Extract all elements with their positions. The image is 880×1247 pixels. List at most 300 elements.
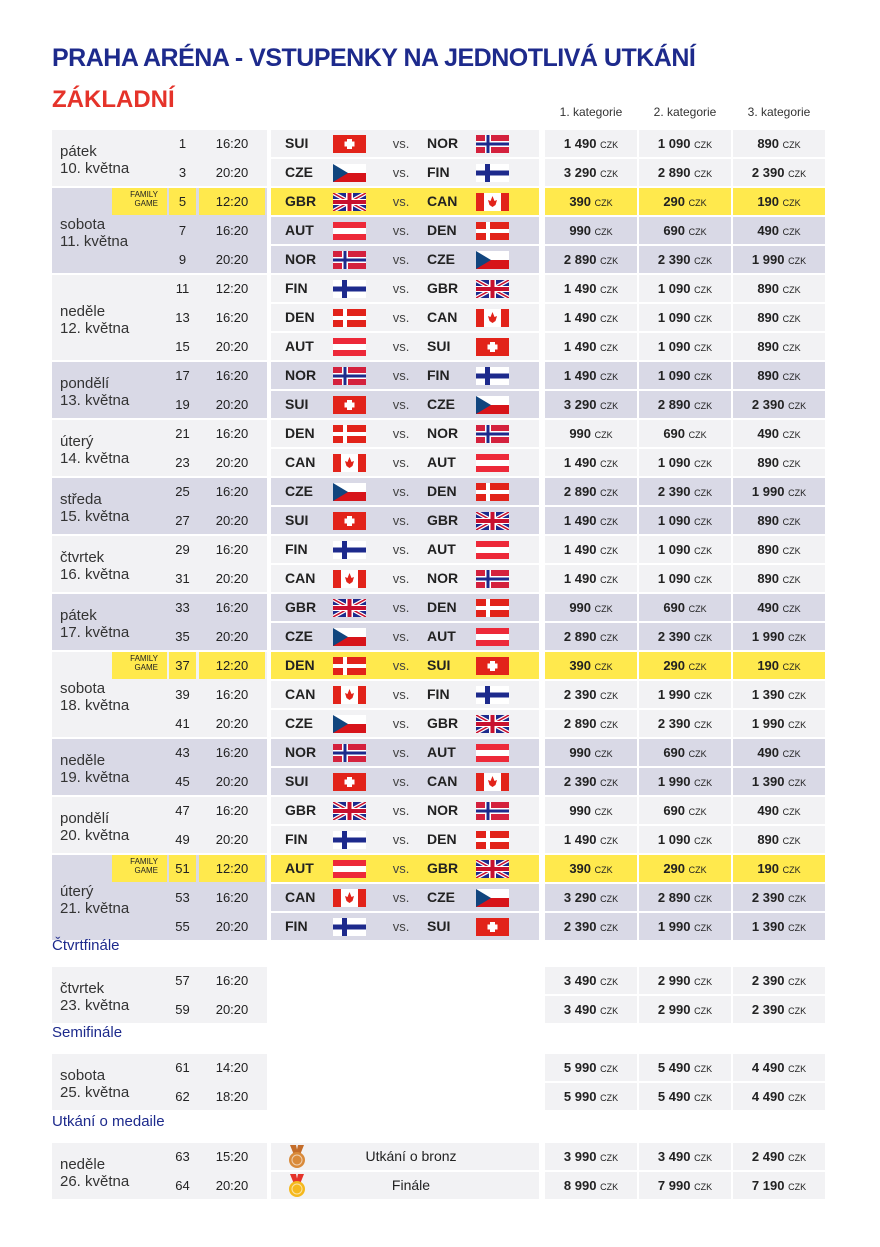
price-cat1 xyxy=(545,739,637,766)
price-cat2 xyxy=(639,391,731,418)
price-cat2 xyxy=(639,710,731,737)
match-number: 43 xyxy=(169,739,196,766)
currency-label: CZK xyxy=(788,720,807,730)
flag-fin-icon xyxy=(476,367,509,385)
flag-gbr-icon xyxy=(333,802,366,820)
vs-label: vs. xyxy=(392,600,410,615)
price-cat3 xyxy=(733,1172,825,1199)
price-value: 1 490 xyxy=(563,281,597,296)
price-value: 890 xyxy=(757,513,780,528)
match-number: 7 xyxy=(169,217,196,244)
away-team: GBR xyxy=(427,280,459,296)
price-cat2 xyxy=(639,565,731,592)
price-value: 2 890 xyxy=(563,484,597,499)
match-time: 16:20 xyxy=(199,536,265,563)
vs-label: vs. xyxy=(392,861,410,876)
price-cat1 xyxy=(545,275,637,302)
price-cat2 xyxy=(639,536,731,563)
currency-label: CZK xyxy=(594,430,613,440)
table-row xyxy=(52,623,827,650)
price-cat1 xyxy=(545,391,637,418)
price-cat1 xyxy=(545,478,637,505)
home-team: CZE xyxy=(285,628,313,644)
price-cat1 xyxy=(545,1143,637,1170)
price-cat2 xyxy=(639,304,731,331)
match-number: 62 xyxy=(169,1083,196,1110)
match-time: 16:20 xyxy=(199,884,265,911)
teams-block xyxy=(271,188,539,215)
price-value: 1 990 xyxy=(751,716,785,731)
currency-label: CZK xyxy=(600,546,619,556)
away-team: CAN xyxy=(427,309,458,325)
price-value: 5 990 xyxy=(563,1060,597,1075)
teams-block xyxy=(271,623,539,650)
price-value: 1 090 xyxy=(657,542,691,557)
price-value: 490 xyxy=(757,745,780,760)
match-number: 29 xyxy=(169,536,196,563)
day-label: neděle 26. května xyxy=(60,1156,130,1190)
table-row xyxy=(52,681,827,708)
table-row xyxy=(52,768,827,795)
price-value: 2 490 xyxy=(751,1149,785,1164)
page-title: PRAHA ARÉNA - VSTUPENKY NA JEDNOTLIVÁ UTKÁNÍ xyxy=(52,44,696,72)
teams-block xyxy=(271,362,539,389)
price-value: 1 490 xyxy=(563,542,597,557)
flag-cze-icon xyxy=(333,483,366,501)
currency-label: CZK xyxy=(694,169,713,179)
table-row xyxy=(52,565,827,592)
price-cat1 xyxy=(545,768,637,795)
teams-block xyxy=(271,768,539,795)
match-number: 27 xyxy=(169,507,196,534)
table-row xyxy=(52,996,827,1023)
teams-block xyxy=(271,681,539,708)
price-value: 990 xyxy=(569,426,592,441)
away-team: NOR xyxy=(427,802,459,818)
currency-label: CZK xyxy=(600,488,619,498)
price-value: 690 xyxy=(663,223,686,238)
match-time: 18:20 xyxy=(199,1083,265,1110)
match-number: 17 xyxy=(169,362,196,389)
match-time: 20:20 xyxy=(199,826,265,853)
currency-label: CZK xyxy=(782,314,801,324)
away-team: NOR xyxy=(427,425,459,441)
price-cat3 xyxy=(733,768,825,795)
vs-label: vs. xyxy=(392,368,410,383)
home-team: FIN xyxy=(285,831,308,847)
match-number: 21 xyxy=(169,420,196,447)
price-cat2 xyxy=(639,1172,731,1199)
table-row xyxy=(52,536,827,563)
currency-label: CZK xyxy=(694,836,713,846)
currency-label: CZK xyxy=(694,894,713,904)
teams-block xyxy=(271,449,539,476)
currency-label: CZK xyxy=(694,633,713,643)
currency-label: CZK xyxy=(694,459,713,469)
away-team: NOR xyxy=(427,135,459,151)
day-label: čtvrtek 16. května xyxy=(60,549,130,583)
match-number: 13 xyxy=(169,304,196,331)
match-time: 16:20 xyxy=(199,739,265,766)
match-number: 59 xyxy=(169,996,196,1023)
table-row xyxy=(52,130,827,157)
match-time: 20:20 xyxy=(199,996,265,1023)
match-number: 61 xyxy=(169,1054,196,1081)
match-number: 31 xyxy=(169,565,196,592)
vs-label: vs. xyxy=(392,774,410,789)
vs-label: vs. xyxy=(392,397,410,412)
price-cat1 xyxy=(545,967,637,994)
vs-label: vs. xyxy=(392,165,410,180)
match-number: 63 xyxy=(169,1143,196,1170)
currency-label: CZK xyxy=(694,343,713,353)
currency-label: CZK xyxy=(788,1006,807,1016)
price-value: 890 xyxy=(757,310,780,325)
currency-label: CZK xyxy=(600,836,619,846)
home-team: CAN xyxy=(285,889,316,905)
flag-can-icon xyxy=(333,889,366,907)
away-team: SUI xyxy=(427,657,451,673)
price-value: 7 990 xyxy=(657,1178,691,1193)
away-team: GBR xyxy=(427,512,459,528)
currency-label: CZK xyxy=(782,604,801,614)
currency-label: CZK xyxy=(694,1153,713,1163)
match-time: 20:20 xyxy=(199,913,265,940)
currency-label: CZK xyxy=(600,1006,619,1016)
away-team: GBR xyxy=(427,860,459,876)
price-value: 5 990 xyxy=(563,1089,597,1104)
away-team: SUI xyxy=(427,338,451,354)
price-value: 1 390 xyxy=(751,687,785,702)
match-time: 20:20 xyxy=(199,623,265,650)
price-cat2 xyxy=(639,507,731,534)
flag-fin-icon xyxy=(476,164,509,182)
away-team: DEN xyxy=(427,483,457,499)
currency-label: CZK xyxy=(594,227,613,237)
price-value: 2 390 xyxy=(563,774,597,789)
currency-label: CZK xyxy=(688,430,707,440)
table-row xyxy=(52,913,827,940)
home-team: AUT xyxy=(285,860,314,876)
flag-den-icon xyxy=(476,222,509,240)
match-time: 12:20 xyxy=(199,275,265,302)
price-value: 1 490 xyxy=(563,455,597,470)
price-value: 2 390 xyxy=(751,890,785,905)
price-value: 890 xyxy=(757,368,780,383)
match-number: 41 xyxy=(169,710,196,737)
price-value: 2 890 xyxy=(657,397,691,412)
currency-label: CZK xyxy=(600,633,619,643)
teams-block xyxy=(271,420,539,447)
price-value: 1 490 xyxy=(563,339,597,354)
day-label: úterý 21. května xyxy=(60,882,130,917)
match-number: 9 xyxy=(169,246,196,273)
price-value: 8 990 xyxy=(563,1178,597,1193)
home-team: AUT xyxy=(285,338,314,354)
match-number: 49 xyxy=(169,826,196,853)
price-value: 1 990 xyxy=(751,484,785,499)
bronze-medal-icon xyxy=(285,1145,309,1169)
price-value: 890 xyxy=(757,455,780,470)
medal-game-name: Finále xyxy=(391,1177,431,1193)
price-value: 1 090 xyxy=(657,513,691,528)
price-cat3 xyxy=(733,996,825,1023)
medal-block xyxy=(271,1143,539,1170)
price-value: 2 890 xyxy=(563,629,597,644)
vs-label: vs. xyxy=(392,426,410,441)
vs-label: vs. xyxy=(392,716,410,731)
match-time: 20:20 xyxy=(199,391,265,418)
price-cat1 xyxy=(545,565,637,592)
vs-label: vs. xyxy=(392,484,410,499)
currency-label: CZK xyxy=(688,198,707,208)
currency-label: CZK xyxy=(782,140,801,150)
home-team: CZE xyxy=(285,715,313,731)
home-team: CZE xyxy=(285,483,313,499)
price-value: 890 xyxy=(757,542,780,557)
price-value: 1 990 xyxy=(657,687,691,702)
price-value: 990 xyxy=(569,223,592,238)
match-time: 20:20 xyxy=(199,333,265,360)
match-number: 55 xyxy=(169,913,196,940)
match-time: 16:20 xyxy=(199,967,265,994)
currency-label: CZK xyxy=(694,314,713,324)
flag-den-icon xyxy=(476,483,509,501)
price-value: 5 490 xyxy=(657,1060,691,1075)
flag-aut-icon xyxy=(476,454,509,472)
match-number: 15 xyxy=(169,333,196,360)
away-team: AUT xyxy=(427,628,456,644)
flag-fin-icon xyxy=(333,918,366,936)
away-team: CZE xyxy=(427,251,455,267)
flag-gbr-icon xyxy=(333,599,366,617)
teams-block xyxy=(271,884,539,911)
price-cat2 xyxy=(639,1083,731,1110)
home-team: FIN xyxy=(285,280,308,296)
currency-label: CZK xyxy=(600,343,619,353)
flag-sui-icon xyxy=(333,512,366,530)
price-cat3 xyxy=(733,681,825,708)
match-time: 16:20 xyxy=(199,217,265,244)
price-cat3 xyxy=(733,855,825,882)
price-value: 690 xyxy=(663,426,686,441)
currency-label: CZK xyxy=(788,894,807,904)
category-3-header: 3. kategorie xyxy=(747,105,811,119)
section-medals: Utkání o medaile xyxy=(52,1113,165,1130)
vs-label: vs. xyxy=(392,919,410,934)
away-team: CZE xyxy=(427,889,455,905)
table-row xyxy=(52,188,827,215)
price-cat3 xyxy=(733,913,825,940)
price-value: 1 490 xyxy=(563,368,597,383)
currency-label: CZK xyxy=(600,459,619,469)
flag-nor-icon xyxy=(333,744,366,762)
currency-label: CZK xyxy=(594,865,613,875)
match-time: 20:20 xyxy=(199,246,265,273)
currency-label: CZK xyxy=(782,807,801,817)
price-value: 1 090 xyxy=(657,368,691,383)
price-value: 490 xyxy=(757,803,780,818)
price-cat1 xyxy=(545,1083,637,1110)
price-value: 3 490 xyxy=(563,973,597,988)
teams-block xyxy=(271,507,539,534)
match-time: 16:20 xyxy=(199,420,265,447)
flag-den-icon xyxy=(476,831,509,849)
vs-label: vs. xyxy=(392,832,410,847)
price-cat2 xyxy=(639,159,731,186)
price-value: 890 xyxy=(757,571,780,586)
vs-label: vs. xyxy=(392,571,410,586)
section-semifinals: Semifinále xyxy=(52,1024,123,1041)
match-number: 23 xyxy=(169,449,196,476)
teams-block xyxy=(271,536,539,563)
currency-label: CZK xyxy=(688,604,707,614)
currency-label: CZK xyxy=(788,256,807,266)
match-time: 16:20 xyxy=(199,594,265,621)
currency-label: CZK xyxy=(782,662,801,672)
price-cat3 xyxy=(733,362,825,389)
price-cat2 xyxy=(639,246,731,273)
match-number: 5 xyxy=(169,188,196,215)
match-time: 12:20 xyxy=(199,855,265,882)
table-row xyxy=(52,884,827,911)
price-value: 1 990 xyxy=(751,629,785,644)
currency-label: CZK xyxy=(788,977,807,987)
currency-label: CZK xyxy=(782,343,801,353)
price-cat1 xyxy=(545,913,637,940)
price-cat2 xyxy=(639,420,731,447)
match-number: 19 xyxy=(169,391,196,418)
away-team: AUT xyxy=(427,454,456,470)
currency-label: CZK xyxy=(694,1064,713,1074)
price-value: 1 490 xyxy=(563,513,597,528)
price-cat2 xyxy=(639,478,731,505)
price-value: 2 990 xyxy=(657,1002,691,1017)
price-cat3 xyxy=(733,797,825,824)
match-number: 64 xyxy=(169,1172,196,1199)
price-value: 2 890 xyxy=(657,890,691,905)
price-cat2 xyxy=(639,1054,731,1081)
table-row xyxy=(52,217,827,244)
price-cat1 xyxy=(545,797,637,824)
price-cat3 xyxy=(733,1083,825,1110)
vs-label: vs. xyxy=(392,513,410,528)
currency-label: CZK xyxy=(600,169,619,179)
flag-can-icon xyxy=(476,309,509,327)
price-value: 1 090 xyxy=(657,281,691,296)
price-cat3 xyxy=(733,884,825,911)
away-team: SUI xyxy=(427,918,451,934)
price-cat1 xyxy=(545,681,637,708)
match-number: 39 xyxy=(169,681,196,708)
medal-game-name: Utkání o bronz xyxy=(365,1148,457,1164)
price-cat1 xyxy=(545,188,637,215)
table-row xyxy=(52,159,827,186)
table-row xyxy=(52,855,827,882)
price-cat3 xyxy=(733,478,825,505)
currency-label: CZK xyxy=(600,314,619,324)
away-team: CAN xyxy=(427,193,458,209)
flag-aut-icon xyxy=(476,744,509,762)
currency-label: CZK xyxy=(688,865,707,875)
price-value: 890 xyxy=(757,281,780,296)
flag-den-icon xyxy=(333,309,366,327)
price-value: 290 xyxy=(663,194,686,209)
currency-label: CZK xyxy=(694,1093,713,1103)
price-cat3 xyxy=(733,967,825,994)
price-cat3 xyxy=(733,420,825,447)
price-cat3 xyxy=(733,130,825,157)
vs-label: vs. xyxy=(392,890,410,905)
flag-den-icon xyxy=(333,657,366,675)
currency-label: CZK xyxy=(782,198,801,208)
home-team: FIN xyxy=(285,541,308,557)
currency-label: CZK xyxy=(594,749,613,759)
currency-label: CZK xyxy=(600,575,619,585)
flag-nor-icon xyxy=(476,135,509,153)
price-value: 2 390 xyxy=(657,484,691,499)
price-value: 2 890 xyxy=(563,716,597,731)
vs-label: vs. xyxy=(392,223,410,238)
price-value: 5 490 xyxy=(657,1089,691,1104)
away-team: CAN xyxy=(427,773,458,789)
price-value: 1 990 xyxy=(657,774,691,789)
currency-label: CZK xyxy=(788,1093,807,1103)
match-time: 20:20 xyxy=(199,507,265,534)
price-cat3 xyxy=(733,536,825,563)
match-number: 3 xyxy=(169,159,196,186)
price-cat1 xyxy=(545,507,637,534)
price-cat3 xyxy=(733,391,825,418)
day-label: pátek 10. května xyxy=(60,143,130,177)
flag-gbr-icon xyxy=(476,280,509,298)
day-label: čtvrtek 23. května xyxy=(60,980,130,1014)
table-row xyxy=(52,275,827,302)
currency-label: CZK xyxy=(782,575,801,585)
table-row xyxy=(52,507,827,534)
currency-label: CZK xyxy=(788,633,807,643)
price-cat3 xyxy=(733,623,825,650)
day-label: neděle 19. května xyxy=(60,752,130,786)
table-row xyxy=(52,739,827,766)
home-team: GBR xyxy=(285,193,317,209)
price-cat1 xyxy=(545,246,637,273)
away-team: FIN xyxy=(427,367,450,383)
teams-block xyxy=(271,391,539,418)
price-cat1 xyxy=(545,652,637,679)
price-cat1 xyxy=(545,159,637,186)
away-team: AUT xyxy=(427,541,456,557)
price-value: 990 xyxy=(569,745,592,760)
price-value: 2 390 xyxy=(657,629,691,644)
price-value: 2 390 xyxy=(563,687,597,702)
day-label: neděle 12. května xyxy=(60,302,130,337)
match-number: 47 xyxy=(169,797,196,824)
day-label: středa 15. května xyxy=(60,491,130,525)
day-label: sobota 18. května xyxy=(60,679,130,714)
match-time: 16:20 xyxy=(199,130,265,157)
match-number: 57 xyxy=(169,967,196,994)
currency-label: CZK xyxy=(688,662,707,672)
home-team: DEN xyxy=(285,425,315,441)
price-cat1 xyxy=(545,1172,637,1199)
currency-label: CZK xyxy=(788,691,807,701)
table-row xyxy=(52,304,827,331)
price-value: 1 390 xyxy=(751,774,785,789)
home-team: CAN xyxy=(285,686,316,702)
flag-can-icon xyxy=(476,773,509,791)
day-label: sobota 11. května xyxy=(60,215,129,250)
